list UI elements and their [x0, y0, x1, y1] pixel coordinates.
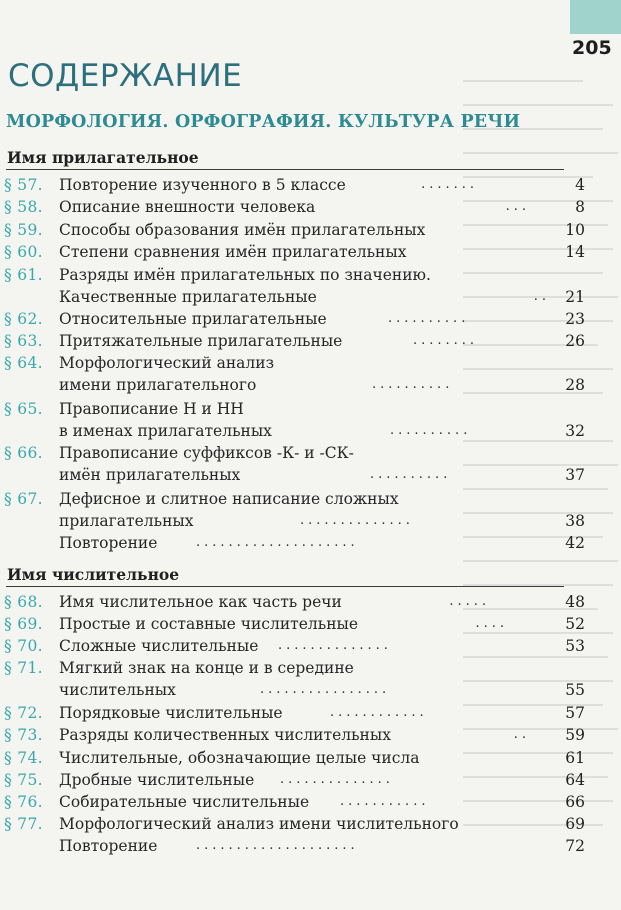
- page-ref: 37: [565, 466, 585, 484]
- page-ref: 10: [565, 221, 585, 239]
- entry-title: Морфологический анализ: [59, 354, 275, 372]
- toc-entry[interactable]: [0, 532, 600, 554]
- dot-leader: ..............: [300, 513, 414, 528]
- toc-entry[interactable]: [0, 330, 600, 352]
- paragraph-number: § 66.: [4, 444, 43, 462]
- toc-entry[interactable]: [0, 724, 600, 746]
- entry-title: Притяжательные прилагательные: [59, 332, 343, 350]
- toc-entry[interactable]: [0, 591, 600, 613]
- toc-entry[interactable]: [0, 813, 600, 835]
- dot-leader: ..........: [390, 423, 472, 438]
- toc-entry[interactable]: [0, 613, 600, 635]
- page-ref: 69: [565, 815, 585, 833]
- dot-leader: ................: [260, 682, 391, 697]
- toc-entry[interactable]: [0, 264, 600, 286]
- dot-leader: ..............: [280, 772, 394, 787]
- entry-title-continued: имени прилагательного: [59, 376, 257, 394]
- page-ref: 53: [565, 637, 585, 655]
- toc-entry[interactable]: [0, 219, 600, 241]
- page-ref: 14: [565, 243, 585, 261]
- entry-title-continued: в именах прилагательных: [59, 422, 272, 440]
- entry-title: Повторение изученного в 5 классе: [59, 176, 346, 194]
- part-subheading: МОРФОЛОГИЯ. ОРФОГРАФИЯ. КУЛЬТУРА РЕЧИ: [6, 112, 521, 132]
- toc-entry[interactable]: [0, 769, 600, 791]
- paragraph-number: § 68.: [4, 593, 43, 611]
- entry-title: Имя числительное как часть речи: [59, 593, 342, 611]
- page-number: 205: [572, 37, 612, 59]
- entry-title: Повторение: [59, 534, 158, 552]
- section-divider: [6, 586, 564, 587]
- dot-leader: ..: [513, 727, 530, 742]
- toc-entry[interactable]: [0, 398, 600, 420]
- paragraph-number: § 64.: [4, 354, 43, 372]
- page-ref: 57: [565, 704, 585, 722]
- page-ref: 61: [565, 749, 585, 767]
- page-ref: 64: [565, 771, 585, 789]
- entry-title: Повторение: [59, 837, 158, 855]
- entry-title: Мягкий знак на конце и в середине: [59, 659, 354, 677]
- page-ref: 48: [565, 593, 585, 611]
- paragraph-number: § 69.: [4, 615, 43, 633]
- toc-entry[interactable]: [0, 196, 600, 218]
- entry-title: Правописание Н и НН: [59, 400, 244, 418]
- page-ref: 8: [575, 198, 585, 216]
- paragraph-number: § 77.: [4, 815, 43, 833]
- paragraph-number: § 59.: [4, 221, 43, 239]
- page-ref: 38: [565, 512, 585, 530]
- toc-entry[interactable]: [0, 791, 600, 813]
- toc-entry[interactable]: [0, 657, 600, 679]
- entry-title: Порядковые числительные: [59, 704, 283, 722]
- toc-entry[interactable]: [0, 635, 600, 657]
- toc-entry[interactable]: [0, 835, 600, 857]
- paragraph-number: § 58.: [4, 198, 43, 216]
- section-title: Имя прилагательное: [7, 148, 199, 167]
- entry-title: Числительные, обозначающие целые числа: [59, 749, 420, 767]
- entry-title: Сложные числительные: [59, 637, 259, 655]
- page-ref: 72: [565, 837, 585, 855]
- paragraph-number: § 60.: [4, 243, 43, 261]
- dot-leader: ....................: [196, 535, 359, 550]
- entry-title: Собирательные числительные: [59, 793, 310, 811]
- toc-entry[interactable]: [0, 442, 600, 464]
- section-divider: [6, 169, 564, 170]
- toc-entry[interactable]: [0, 174, 600, 196]
- entry-title: Относительные прилагательные: [59, 310, 327, 328]
- section-title: Имя числительное: [7, 565, 180, 584]
- paragraph-number: § 71.: [4, 659, 43, 677]
- dot-leader: ...: [505, 199, 530, 214]
- dot-leader: .......: [421, 177, 478, 192]
- dot-leader: ..........: [370, 467, 452, 482]
- paragraph-number: § 73.: [4, 726, 43, 744]
- toc-entry[interactable]: [0, 488, 600, 510]
- toc-entry-continuation[interactable]: [0, 286, 600, 308]
- toc-entry-continuation[interactable]: [0, 420, 600, 442]
- entry-title: Способы образования имён прилагательных: [59, 221, 426, 239]
- toc-entry[interactable]: [0, 747, 600, 769]
- toc-entry[interactable]: [0, 308, 600, 330]
- page-ref: 66: [565, 793, 585, 811]
- page-ref: 42: [565, 534, 585, 552]
- dot-leader: ........: [412, 333, 478, 348]
- paragraph-number: § 75.: [4, 771, 43, 789]
- entry-title: Морфологический анализ имени числительного: [59, 815, 459, 833]
- page-ref: 4: [575, 176, 585, 194]
- page-ref: 32: [565, 422, 585, 440]
- dot-leader: ..............: [278, 638, 392, 653]
- toc-entry-continuation[interactable]: [0, 679, 600, 701]
- entry-title: Степени сравнения имён прилагательных: [59, 243, 407, 261]
- toc-entry-continuation[interactable]: [0, 464, 600, 486]
- dot-leader: ..........: [388, 311, 470, 326]
- dot-leader: ............: [330, 705, 428, 720]
- dot-leader: ....................: [196, 838, 359, 853]
- paragraph-number: § 67.: [4, 490, 43, 508]
- toc-entry[interactable]: [0, 241, 600, 263]
- entry-title: Дробные числительные: [59, 771, 255, 789]
- paragraph-number: § 76.: [4, 793, 43, 811]
- toc-entry[interactable]: [0, 352, 600, 374]
- paragraph-number: § 57.: [4, 176, 43, 194]
- entry-title-continued: имён прилагательных: [59, 466, 241, 484]
- paragraph-number: § 63.: [4, 332, 43, 350]
- page-ref: 55: [565, 681, 585, 699]
- page-ref: 52: [565, 615, 585, 633]
- page-ref: 28: [565, 376, 585, 394]
- dot-leader: ...........: [340, 794, 430, 809]
- entry-title-continued: прилагательных: [59, 512, 194, 530]
- paragraph-number: § 65.: [4, 400, 43, 418]
- page-ref: 23: [565, 310, 585, 328]
- paragraph-number: § 62.: [4, 310, 43, 328]
- paragraph-number: § 72.: [4, 704, 43, 722]
- paragraph-number: § 70.: [4, 637, 43, 655]
- page-ref: 26: [565, 332, 585, 350]
- entry-title: Разряды имён прилагательных по значению.: [59, 266, 431, 284]
- entry-title-continued: числительных: [59, 681, 176, 699]
- entry-title: Описание внешности человека: [59, 198, 316, 216]
- dot-leader: .....: [449, 594, 490, 609]
- entry-title-continued: Качественные прилагательные: [59, 288, 317, 306]
- entry-title: Разряды количественных числительных: [59, 726, 391, 744]
- page-corner-tab: [570, 0, 621, 34]
- paragraph-number: § 74.: [4, 749, 43, 767]
- dot-leader: ....: [475, 616, 508, 631]
- dot-leader: ..: [533, 289, 550, 304]
- paragraph-number: § 61.: [4, 266, 43, 284]
- entry-title: Правописание суффиксов -К- и -СК-: [59, 444, 354, 462]
- toc-entry-continuation[interactable]: [0, 510, 600, 532]
- toc-entry[interactable]: [0, 702, 600, 724]
- dot-leader: ..........: [372, 377, 454, 392]
- page-ref: 21: [565, 288, 585, 306]
- entry-title: Простые и составные числительные: [59, 615, 359, 633]
- toc-entry-continuation[interactable]: [0, 374, 600, 396]
- contents-heading: СОДЕРЖАНИЕ: [8, 58, 243, 94]
- page-ref: 59: [565, 726, 585, 744]
- entry-title: Дефисное и слитное написание сложных: [59, 490, 399, 508]
